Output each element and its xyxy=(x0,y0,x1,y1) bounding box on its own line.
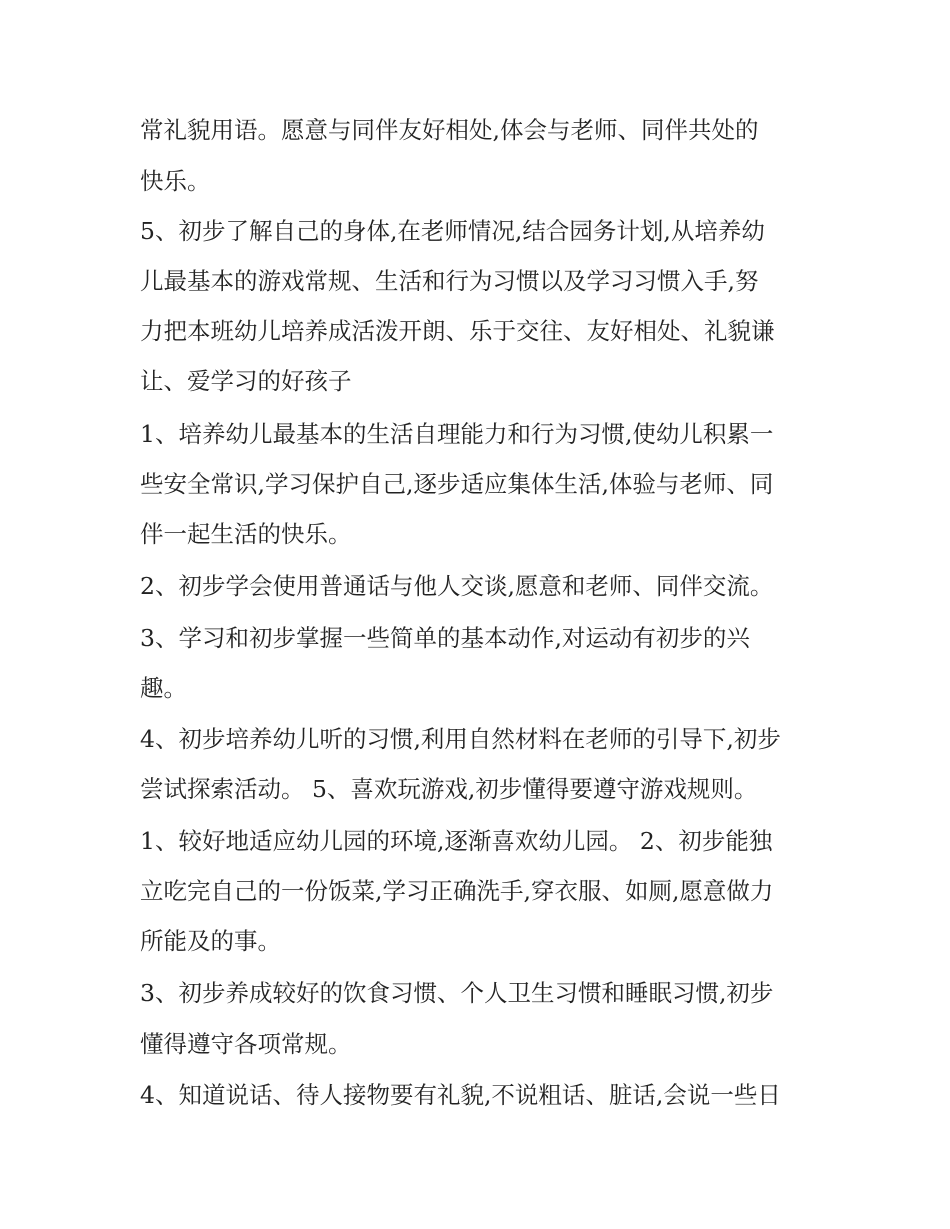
text-line: 4、知道说话、待人接物要有礼貌,不说粗话、脏话,会说一些日 xyxy=(140,1081,781,1109)
text-line: 3、学习和初步掌握一些简单的基本动作,对运动有初步的兴 xyxy=(140,624,750,652)
text-line: 5、初步了解自己的身体,在老师情况,结合园务计划,从培养幼 xyxy=(140,217,765,245)
text-line: 懂得遵守各项常规。 xyxy=(140,1030,352,1058)
text-line: 些安全常识,学习保护自己,逐步适应集体生活,体验与老师、同 xyxy=(140,470,774,498)
text-line: 3、初步养成较好的饮食习惯、个人卫生习惯和睡眠习惯,初步 xyxy=(140,979,774,1007)
text-line: 伴一起生活的快乐。 xyxy=(140,520,352,548)
text-line: 4、初步培养幼儿听的习惯,利用自然材料在老师的引导下,初步 xyxy=(140,725,781,753)
text-line: 2、初步学会使用普通话与他人交谈,愿意和老师、同伴交流。 xyxy=(140,572,774,600)
text-line: 尝试探索活动。 5、喜欢玩游戏,初步懂得要遵守游戏规则。 xyxy=(140,775,758,803)
text-line: 常礼貌用语。愿意与同伴友好相处,体会与老师、同伴共处的 xyxy=(140,116,759,144)
text-line: 1、培养幼儿最基本的生活自理能力和行为习惯,使幼儿积累一 xyxy=(140,420,774,448)
text-line: 让、爱学习的好孩子 xyxy=(140,367,352,395)
text-line: 立吃完自己的一份饭菜,学习正确洗手,穿衣服、如厕,愿意做力 xyxy=(140,877,774,905)
text-line: 趣。 xyxy=(140,674,187,702)
text-line: 1、较好地适应幼儿园的环境,逐渐喜欢幼儿园。 2、初步能独 xyxy=(140,827,773,855)
text-line: 力把本班幼儿培养成活泼开朗、乐于交往、友好相处、礼貌谦 xyxy=(140,317,775,345)
text-line: 所能及的事。 xyxy=(140,927,281,955)
text-line: 儿最基本的游戏常规、生活和行为习惯以及学习习惯入手,努 xyxy=(140,267,759,295)
text-line: 快乐。 xyxy=(140,167,211,195)
